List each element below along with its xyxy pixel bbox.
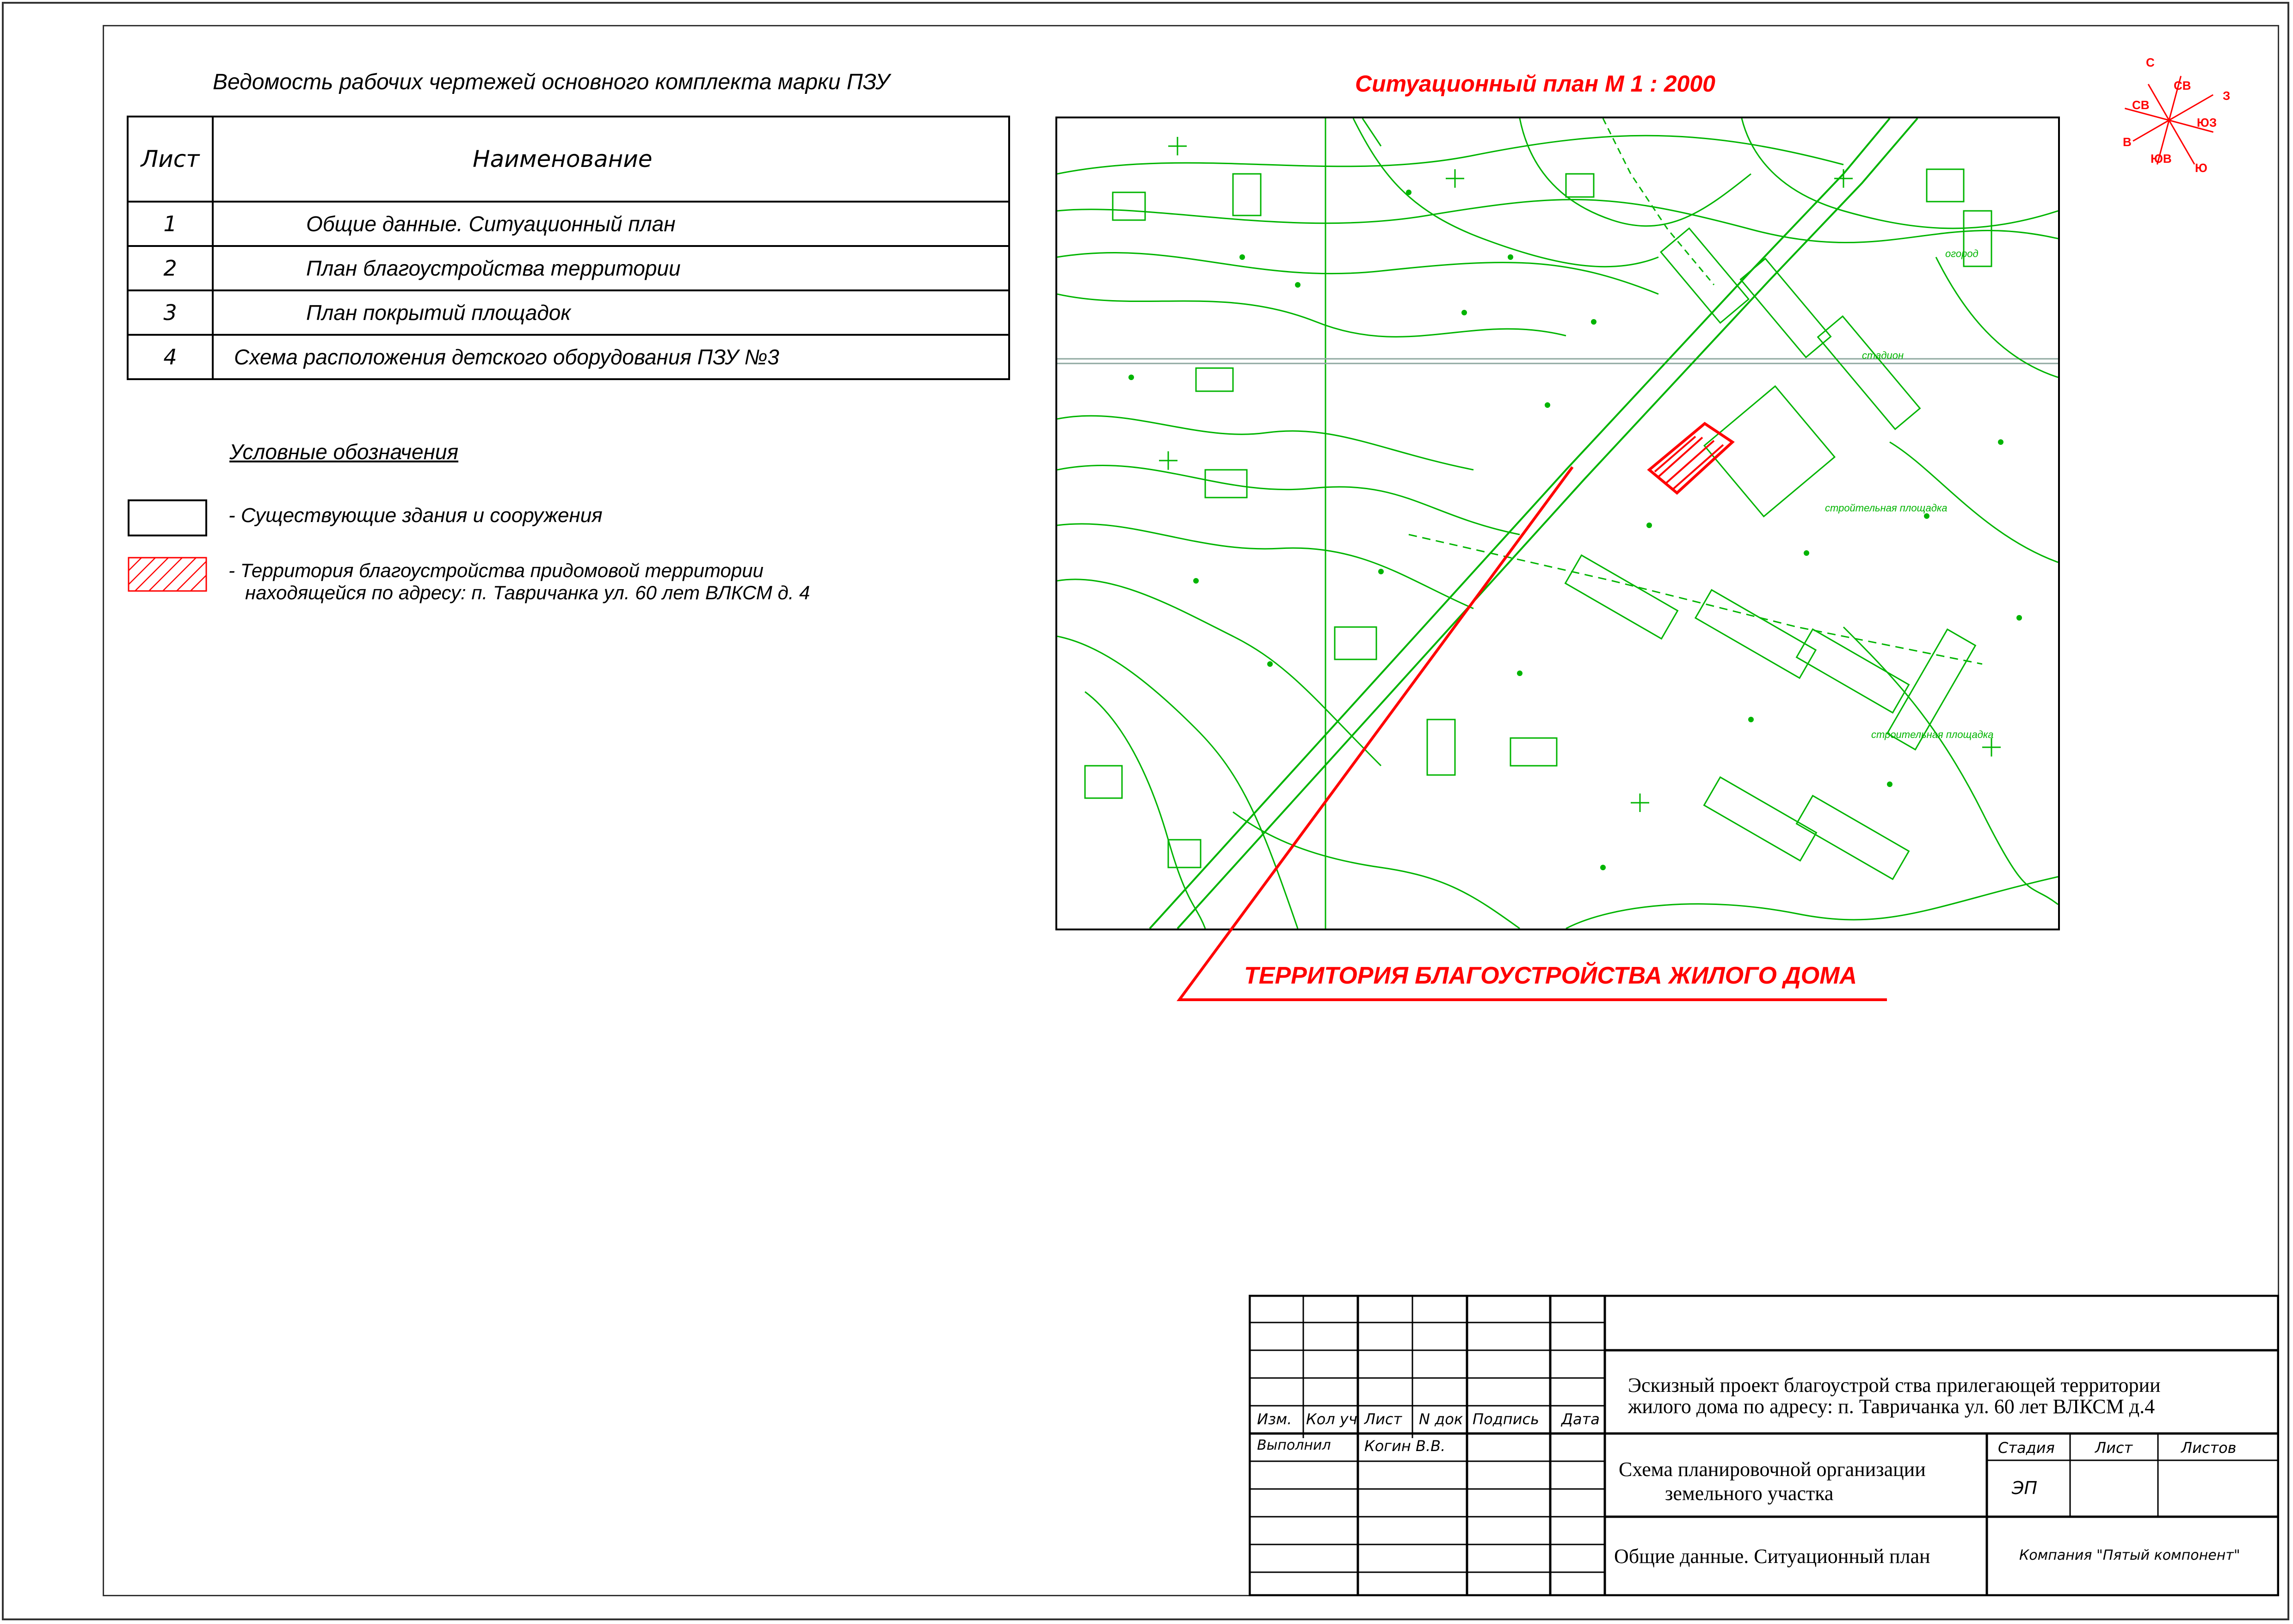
table-row (128, 290, 1009, 335)
map-label: стадион (1862, 350, 1904, 361)
legend-title: Условные обозначения (229, 440, 459, 464)
title-block (1249, 1295, 2279, 1596)
sheet-number: 2 (128, 246, 213, 290)
col-sheet-label: Лист (2095, 1439, 2133, 1457)
sheet-name: Схема расположения детского оборудования ПЗУ №3 (213, 335, 1009, 379)
stage-value: ЭП (2012, 1478, 2038, 1498)
compass-label: ЮВ (2151, 152, 2172, 166)
header-list: Лист (1364, 1410, 1402, 1428)
legend-building-label: - Существующие здания и сооружения (228, 504, 603, 527)
territory-leader-line (1175, 462, 1892, 1008)
territory-label: ТЕРРИТОРИЯ БЛАГОУСТРОЙСТВА ЖИЛОГО ДОМА (1244, 962, 1857, 989)
compass-label: С (2146, 55, 2155, 69)
sheets-table-header (128, 117, 1009, 202)
map-label: стройтельная площадка (1825, 502, 1948, 514)
drawing-title-line2: земельного участка (1665, 1482, 1834, 1505)
col-stage-label: Стадия (1998, 1439, 2055, 1457)
header-izm: Изм. (1257, 1410, 1292, 1428)
sheets-table (127, 116, 1010, 380)
compass-label: СВ (2132, 98, 2150, 112)
plan-title: Ситуационный план М 1 : 2000 (1355, 71, 1715, 97)
sheet-title: Общие данные. Ситуационный план (1614, 1545, 1930, 1568)
project-title-line2: жилого дома по адресу: п. Тавричанка ул. 60 лет ВЛКСМ д.4 (1628, 1395, 2155, 1418)
company-name: Компания "Пятый компонент" (2019, 1547, 2240, 1563)
legend-building-symbol (128, 499, 207, 536)
legend-territory-label-2: находящейся по адресу: п. Тавричанка ул. 60 лет ВЛКСМ д. 4 (245, 582, 810, 603)
col-sheets-label: Листов (2181, 1439, 2237, 1457)
compass-rose-icon (2100, 51, 2238, 190)
table-row (128, 335, 1009, 379)
project-title-line1: Эскизный проект благоустрой ства прилегающей территории (1628, 1374, 2161, 1396)
compass-label: В (2123, 135, 2132, 149)
col-sheet-header: Лист (128, 117, 213, 202)
sheet-number: 1 (128, 202, 213, 246)
role-label: Выполнил (1257, 1437, 1331, 1453)
compass-label: З (2223, 89, 2231, 103)
compass-label: Ю (2195, 161, 2207, 175)
sheet-number: 4 (128, 335, 213, 379)
legend-territory-symbol (128, 557, 207, 592)
compass-label: СВ (2174, 79, 2191, 92)
sheet-number: 3 (128, 290, 213, 335)
author-name: Когин В.В. (1364, 1437, 1446, 1455)
table-row (128, 202, 1009, 246)
compass-label: ЮЗ (2197, 116, 2217, 129)
map-label: строительная площадка (1871, 729, 1994, 740)
drawing-title-line1: Схема планировочной организации (1619, 1458, 1926, 1481)
header-date: Дата (1561, 1410, 1600, 1428)
header-signature: Подпись (1473, 1410, 1539, 1428)
sheets-list-title: Ведомость рабочих чертежей основного комплекта марки ПЗУ (213, 70, 890, 94)
map-label: огород (1945, 248, 1979, 259)
header-doc-no: N док (1419, 1410, 1463, 1428)
sheet-name: Общие данные. Ситуационный план (213, 202, 1009, 246)
sheet-name: План покрытий площадок (213, 290, 1009, 335)
col-name-header: Наименование (213, 117, 1009, 202)
table-row (128, 246, 1009, 290)
sheet-name: План благоустройства территории (213, 246, 1009, 290)
legend-territory-label-1: - Территория благоустройства придомовой территории (228, 560, 764, 581)
header-kol-uch: Кол уч (1306, 1410, 1357, 1428)
